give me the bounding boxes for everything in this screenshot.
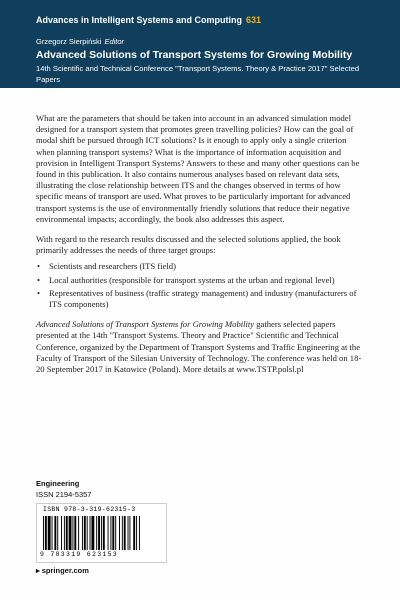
list-item <box>36 288 366 310</box>
series-title <box>36 15 261 25</box>
series-number: 631 <box>246 15 262 25</box>
target-groups-list <box>36 261 366 310</box>
description-text <box>36 113 366 384</box>
editor-name: Grzegorz Sierpiński <box>36 37 102 46</box>
list-item-text: Local authorities (responsible for transport systems at the urban and regional level) <box>49 274 335 285</box>
bullet-icon: • <box>37 287 41 298</box>
editor-line <box>36 37 124 46</box>
paragraph-audience: With regard to the research results discussed and the selected solutions applied, the book primarily addresses the needs of three target groups: <box>36 234 341 256</box>
publisher-website[interactable] <box>36 566 89 575</box>
barcode-number: 9 783319 623153 <box>40 551 119 558</box>
cover-header-band <box>0 0 400 88</box>
book-title: Advanced Solutions of Transport Systems for Growing Mobility <box>36 49 353 61</box>
barcode-bars <box>43 516 160 550</box>
website-label: springer.com <box>41 566 89 575</box>
list-item-text: Scientists and researchers (ITS field) <box>49 261 176 272</box>
bullet-icon: • <box>37 274 41 285</box>
paragraph-intro: What are the parameters that should be taken into account in an advanced simulation model designed for a transport system that promotes green travelling policies? How can the goal of modal shift be pursued through ICT solutions? Is it enough to apply only a single criterion when planning transport systems? What is the importance of information acquisition and provision in Intelligent Transport Systems? Answers to these and many other questions can be found in this publication. It also contains numerous analyses based on relevant data sets, illustrating the close relationship between ITS and the changes observed in terms of how specific means of transport are used. What proves to be particularly important for advanced transport systems is the use of environmentally friendly solutions that reduce their negative environmental impacts; accordingly, the book also addresses this aspect. <box>36 113 360 224</box>
list-item <box>36 275 366 286</box>
issn-number: ISSN 2194-5357 <box>36 490 92 499</box>
paragraph-conference <box>36 319 366 375</box>
conference-text: gathers selected papers presented at the 14th "Transport Systems. Theory and Practice" Scientific and Technical Conference, organized by the Department of Transport Systems and Traffic Engineering at the Faculty of Transport of the Silesian University of Technology. The conference was held on 18-20 September 2017 in Katowice (Poland). More details at www.TSTP.polsl.pl <box>36 319 362 375</box>
arrow-icon: ▸ <box>36 566 40 575</box>
book-subtitle: 14th Scientific and Technical Conference "Transport Systems. Theory & Practice 2017" Selected Papers <box>36 64 360 84</box>
list-item-text: Representatives of business (traffic strategy management) and industry (manufacturers of ITS components) <box>49 287 357 310</box>
editor-role: Editor <box>104 37 125 46</box>
series-name: Advances in Intelligent Systems and Computing <box>36 15 243 25</box>
book-title-italic: Advanced Solutions of Transport Systems for Growing Mobility <box>36 319 255 330</box>
list-item <box>36 261 366 272</box>
isbn-barcode <box>36 503 167 563</box>
subject-category: Engineering <box>36 479 80 488</box>
isbn-label: ISBN 978-3-319-62315-3 <box>43 506 136 513</box>
bullet-icon: • <box>37 261 41 272</box>
